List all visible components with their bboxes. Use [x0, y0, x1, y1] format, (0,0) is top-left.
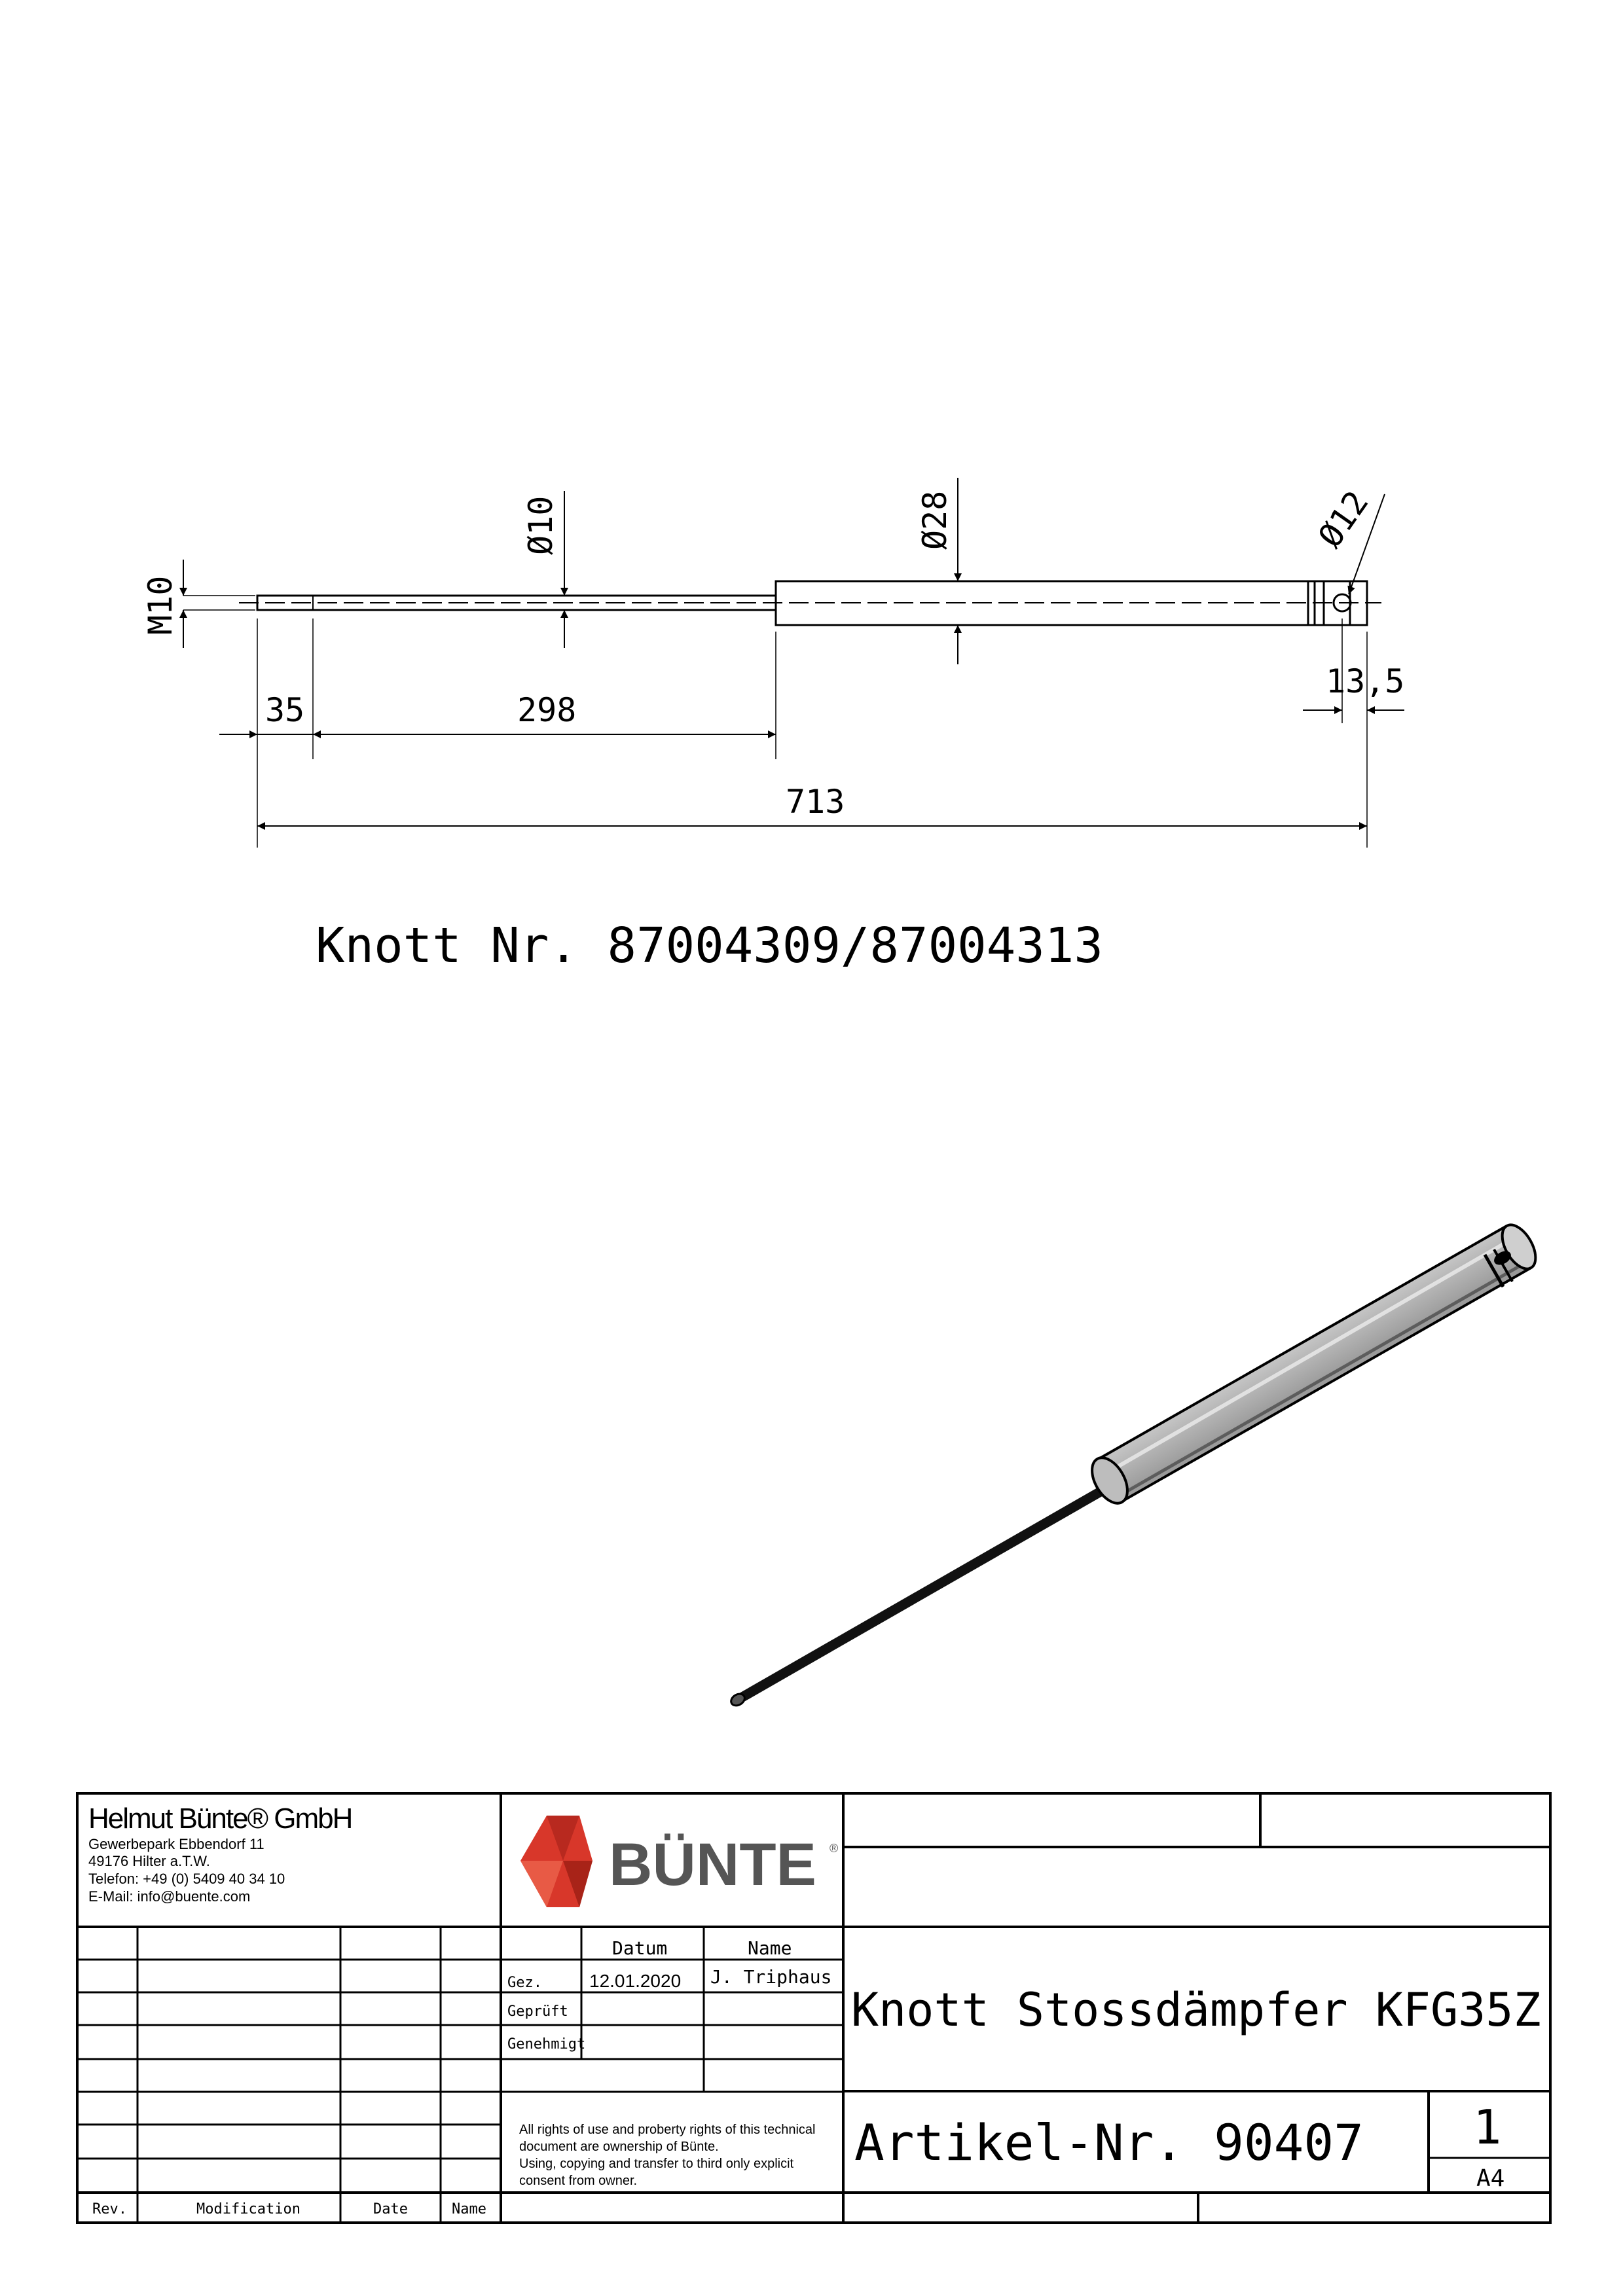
dim-713: 713: [786, 783, 845, 821]
rights-line-3: Using, copying and transfer to third only explicit: [519, 2157, 794, 2171]
date-header: Date: [373, 2201, 408, 2217]
rights-line-4: consent from owner.: [519, 2174, 638, 2188]
rev-header: Rev.: [92, 2201, 127, 2217]
row-genehmigt-label: Genehmigt: [507, 2036, 586, 2053]
header-datum: Datum: [612, 1937, 668, 1959]
signature-table: [507, 1937, 831, 2053]
dimension-labels: [141, 484, 1404, 821]
sheet-number: 1: [1473, 2100, 1502, 2155]
logo-registered: ®: [830, 1842, 839, 1855]
logo-text: BÜNTE: [609, 1831, 816, 1898]
row-gez-date: 12.01.2020: [589, 1971, 682, 1991]
company-street: Gewerbepark Ebbendorf 11: [88, 1836, 264, 1852]
row-gez-name: J. Triphaus: [710, 1966, 832, 1988]
header-name: Name: [748, 1937, 792, 1959]
dim-d10: Ø10: [522, 495, 560, 555]
name-header: Name: [452, 2201, 486, 2217]
isometric-view: [729, 1219, 1542, 1708]
rights-line-1: All rights of use and proberty rights of this technical: [519, 2123, 816, 2137]
dim-d28: Ø28: [916, 490, 954, 550]
row-geprueft-label: Geprüft: [507, 2003, 568, 2020]
company-info: [88, 1803, 352, 1905]
dim-35: 35: [265, 691, 305, 729]
dim-m10: M10: [141, 575, 179, 635]
buente-logo: [520, 1816, 838, 1907]
company-email: E-Mail: info@buente.com: [88, 1888, 251, 1905]
article-number: Artikel-Nr. 90407: [854, 2113, 1364, 2172]
rights-line-2: document are ownership of Bünte.: [519, 2140, 719, 2154]
dim-298: 298: [517, 691, 577, 729]
company-name: Helmut Bünte® GmbH: [88, 1803, 352, 1835]
paper-format: A4: [1476, 2165, 1505, 2192]
revision-headers: [92, 2201, 486, 2217]
company-city: 49176 Hilter a.T.W.: [88, 1853, 210, 1869]
knott-number-caption: Knott Nr. 87004309/87004313: [316, 918, 1103, 974]
rights-note: [519, 2123, 815, 2188]
company-phone: Telefon: +49 (0) 5409 40 34 10: [88, 1871, 285, 1887]
dim-d12: Ø12: [1311, 484, 1376, 554]
modification-header: Modification: [196, 2201, 301, 2217]
drawing-title: Knott Stossdämpfer KFG35Z: [851, 1983, 1541, 2037]
dim-13-5: 13,5: [1326, 662, 1405, 700]
row-gez-label: Gez.: [507, 1975, 542, 1991]
